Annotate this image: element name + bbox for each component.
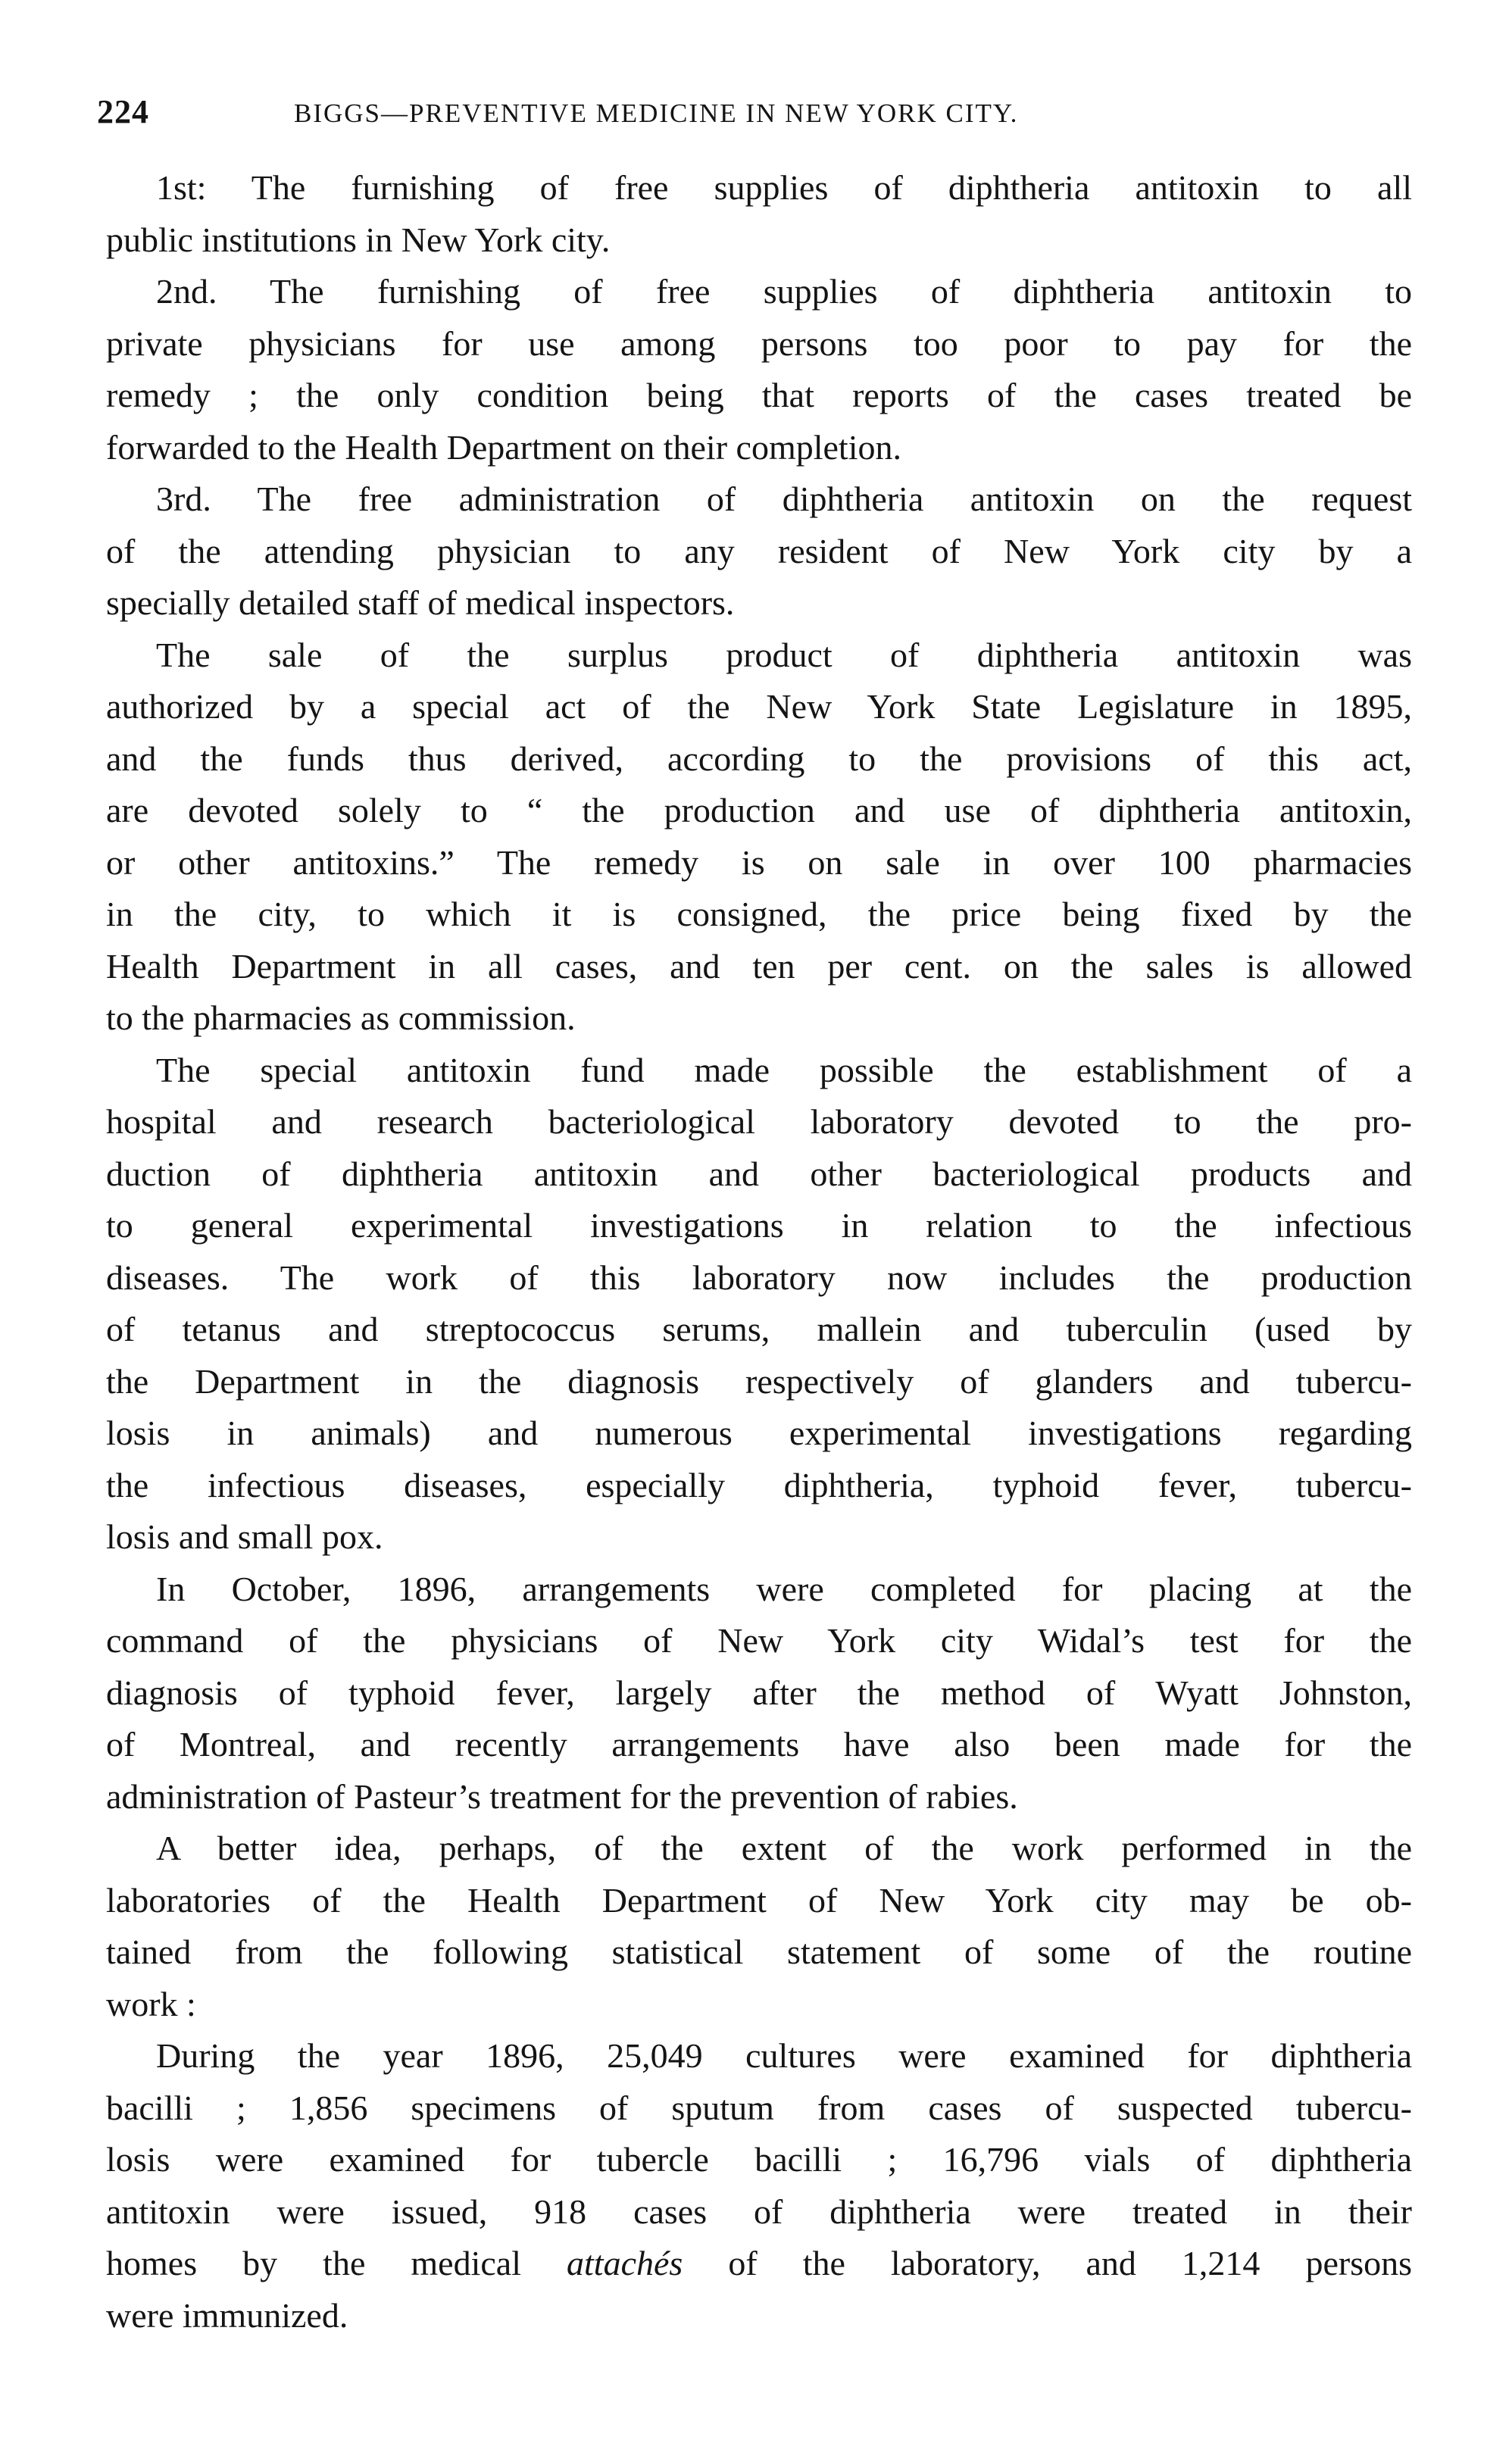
text-line: 2nd. The furnishing of free supplies of diphtheria antitoxin to bbox=[156, 272, 1412, 311]
text-line: of tetanus and streptococcus serums, mallein and tuberculin (used by bbox=[106, 1310, 1412, 1348]
paragraph-5 bbox=[106, 1045, 1412, 1564]
text-line: remedy ; the only condition being that reports of the cases treated be bbox=[106, 376, 1412, 414]
paragraph-3 bbox=[106, 473, 1412, 630]
page-number: 224 bbox=[97, 93, 149, 130]
paragraph-2 bbox=[106, 266, 1412, 473]
text-line: The sale of the surplus product of diphtheria antitoxin was bbox=[156, 635, 1412, 674]
text-line: duction of diphtheria antitoxin and other bacteriological products and bbox=[106, 1154, 1412, 1193]
text-line: bacilli ; 1,856 specimens of sputum from cases of suspected tubercu- bbox=[106, 2088, 1412, 2127]
text-line: or other antitoxins.” The remedy is on sale in over 100 pharmacies bbox=[106, 842, 1412, 882]
text-line: work : bbox=[106, 1984, 196, 2023]
text-line: were immunized. bbox=[106, 2295, 348, 2335]
text-line: A better idea, perhaps, of the extent of the work performed in the bbox=[156, 1829, 1412, 1867]
page-header bbox=[97, 89, 1430, 135]
text-line: to the pharmacies as commission. bbox=[106, 998, 576, 1037]
text-line: losis and small pox. bbox=[106, 1517, 383, 1556]
text-line: and the funds thus derived, according to the provisions of this act, bbox=[106, 739, 1412, 778]
text-line: to general experimental investigations in relation to the infectious bbox=[106, 1206, 1412, 1245]
text-line: authorized by a special act of the New York State Legislature in 1895, bbox=[106, 687, 1412, 726]
text-line: diseases. The work of this laboratory now includes the production bbox=[106, 1257, 1412, 1297]
text-line: tained from the following statistical statement of some of the routine bbox=[106, 1932, 1412, 1971]
text-line: command of the physicians of New York city Widal’s test for the bbox=[106, 1621, 1412, 1660]
text-line: losis in animals) and numerous experimental investigations regarding bbox=[106, 1414, 1412, 1452]
paragraph-4 bbox=[106, 630, 1412, 1045]
text-line: the infectious diseases, especially diphtheria, typhoid fever, tubercu- bbox=[106, 1465, 1412, 1504]
text-line: the Department in the diagnosis respectively of glanders and tubercu- bbox=[106, 1361, 1412, 1401]
running-title: BIGGS—PREVENTIVE MEDICINE IN NEW YORK CITY. bbox=[294, 98, 1019, 128]
text-line: private physicians for use among persons too poor to pay for the bbox=[106, 323, 1412, 363]
paragraph-6 bbox=[106, 1564, 1412, 1823]
text-line: administration of Pasteur’s treatment for the prevention of rabies. bbox=[106, 1776, 1018, 1816]
text-line: of Montreal, and recently arrangements have also been made for the bbox=[106, 1725, 1412, 1764]
text-line: diagnosis of typhoid fever, largely after the method of Wyatt Johnston, bbox=[106, 1673, 1412, 1712]
paragraph-8 bbox=[106, 2030, 1412, 2342]
text-line: In October, 1896, arrangements were completed for placing at the bbox=[156, 1569, 1412, 1608]
italic-word: attachés bbox=[567, 2244, 683, 2282]
text-fragment: of the laboratory, and 1,214 persons bbox=[683, 2244, 1413, 2282]
text-line: During the year 1896, 25,049 cultures were examined for diphtheria bbox=[156, 2036, 1412, 2075]
paragraph-1 bbox=[106, 162, 1412, 266]
text-line: specially detailed staff of medical inspectors. bbox=[106, 583, 735, 622]
text-line: in the city, to which it is consigned, the price being fixed by the bbox=[106, 895, 1412, 933]
text-line: 3rd. The free administration of diphtheria antitoxin on the request bbox=[156, 480, 1412, 518]
text-line: of the attending physician to any resident of New York city by a bbox=[106, 531, 1412, 570]
text-line: forwarded to the Health Department on their completion. bbox=[106, 427, 901, 467]
text-line: antitoxin were issued, 918 cases of diphtheria were treated in their bbox=[106, 2192, 1412, 2231]
text-line: are devoted solely to “ the production and use of diphtheria antitoxin, bbox=[106, 791, 1412, 829]
body-text bbox=[106, 162, 1412, 2342]
text-fragment: homes by the medical bbox=[106, 2244, 567, 2282]
text-line: laboratories of the Health Department of New York city may be ob- bbox=[106, 1880, 1412, 1920]
text-line: 1st: The furnishing of free supplies of diphtheria antitoxin to all bbox=[156, 168, 1412, 207]
text-line: public institutions in New York city. bbox=[106, 220, 611, 259]
text-line bbox=[106, 2238, 1412, 2290]
text-line: The special antitoxin fund made possible the establishment of a bbox=[156, 1050, 1412, 1089]
text-line: losis were examined for tubercle bacilli ; 16,796 vials of diphtheria bbox=[106, 2140, 1412, 2179]
paragraph-7 bbox=[106, 1823, 1412, 2030]
text-line: Health Department in all cases, and ten per cent. on the sales is allowed bbox=[106, 946, 1412, 986]
text-line: hospital and research bacteriological laboratory devoted to the pro- bbox=[106, 1102, 1412, 1141]
